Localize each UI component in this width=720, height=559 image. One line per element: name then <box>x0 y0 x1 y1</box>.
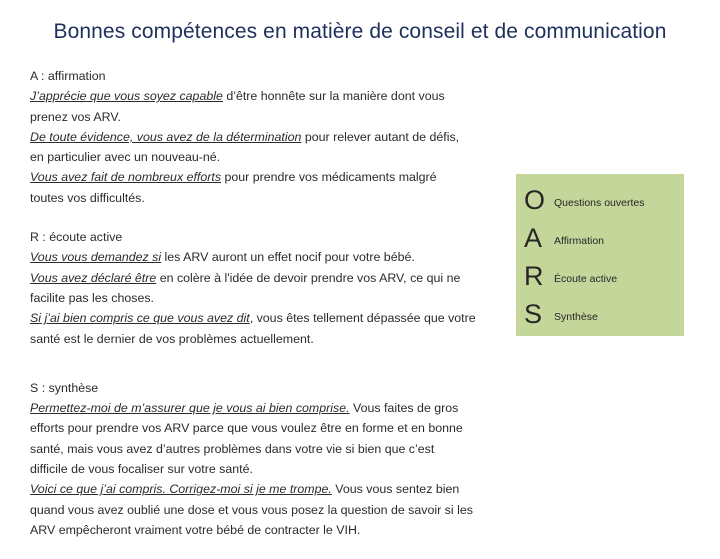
line-text: toutes vos difficultés. <box>30 190 145 205</box>
text-line <box>30 500 500 520</box>
text-line <box>30 147 500 167</box>
page-title: Bonnes compétences en matière de conseil et de communication <box>53 20 667 43</box>
example-phrase: J’apprécie que vous soyez capable <box>30 89 223 104</box>
example-phrase: Vous vous demandez si <box>30 250 162 265</box>
line-text: en colère à l'idée de devoir prendre vos ARV, ce qui ne <box>156 270 461 285</box>
line-text: , vous êtes tellement dépassée que votre <box>249 311 476 326</box>
text-line <box>30 268 500 288</box>
example-phrase: Si j’ai bien compris ce que vous avez dit <box>30 311 250 326</box>
text-line <box>30 520 500 540</box>
examples-text <box>30 66 500 559</box>
line-text: quand vous avez oublié une dose et vous vous posez la question de savoir si les <box>30 502 473 517</box>
oars-row-o <box>524 182 644 218</box>
text-line <box>30 439 500 459</box>
line-text: santé est le dernier de vos problèmes actuellement. <box>30 331 314 346</box>
text-line <box>30 107 500 127</box>
oars-label: Écoute active <box>554 273 618 285</box>
text-line <box>30 459 500 479</box>
line-text: difficile de vous focaliser sur votre santé. <box>30 462 253 477</box>
line-text: Vous faites de gros <box>349 401 459 416</box>
example-phrase: Voici ce que j’ai compris. Corrigez-moi si je me trompe. <box>30 482 332 497</box>
section-summary <box>30 378 500 540</box>
text-line <box>30 167 500 187</box>
text-line <box>30 188 500 208</box>
text-line <box>30 398 500 418</box>
oars-label: Synthèse <box>554 311 598 323</box>
text-line <box>30 288 500 308</box>
oars-row-a <box>524 220 604 256</box>
text-line <box>30 127 500 147</box>
example-phrase: De toute évidence, vous avez de la détermination <box>30 129 302 144</box>
text-line <box>30 247 500 267</box>
line-text: pour prendre vos médicaments malgré <box>221 170 437 185</box>
line-text: les ARV auront un effet nocif pour votre bébé. <box>161 250 415 265</box>
oars-letter: A <box>524 223 543 253</box>
line-text: d’être honnête sur la manière dont vous <box>222 89 445 104</box>
line-text: ARV empêcheront vraiment votre bébé de contracter le VIH. <box>30 522 361 537</box>
oars-row-s <box>524 296 598 332</box>
section-heading: S : synthèse <box>30 380 99 395</box>
example-phrase: Vous avez fait de nombreux efforts <box>30 170 222 185</box>
line-text: pour relever autant de défis, <box>301 129 460 144</box>
example-phrase: Vous avez déclaré être <box>30 270 157 285</box>
oars-letter: S <box>524 299 543 329</box>
example-phrase: Permettez-moi de m’assurer que je vous ai bien comprise. <box>30 401 350 416</box>
oars-legend-box <box>516 174 684 336</box>
line-text: prenez vos ARV. <box>30 109 121 124</box>
section-heading: A : affirmation <box>30 69 106 83</box>
oars-label: Affirmation <box>554 235 604 247</box>
section-active-listening <box>30 227 500 349</box>
section-affirmation <box>30 66 500 208</box>
section-heading: R : écoute active <box>30 230 123 245</box>
line-text: facilite pas les choses. <box>30 290 154 305</box>
oars-label: Questions ouvertes <box>554 197 645 209</box>
line-text: Vous vous sentez bien <box>331 482 460 497</box>
text-line <box>30 479 500 499</box>
text-line <box>30 418 500 438</box>
text-line <box>30 329 500 349</box>
oars-letter: O <box>524 185 546 215</box>
line-text: efforts pour prendre vos ARV parce que vous voulez être en forme et en bonne <box>30 421 463 436</box>
line-text: santé, mais vous avez d’autres problèmes dans votre vie si bien que c’est <box>30 441 435 456</box>
oars-row-r <box>524 258 617 294</box>
oars-letter: R <box>524 261 544 291</box>
line-text: en particulier avec un nouveau-né. <box>30 150 221 165</box>
text-line <box>30 308 500 328</box>
text-line <box>30 86 500 106</box>
